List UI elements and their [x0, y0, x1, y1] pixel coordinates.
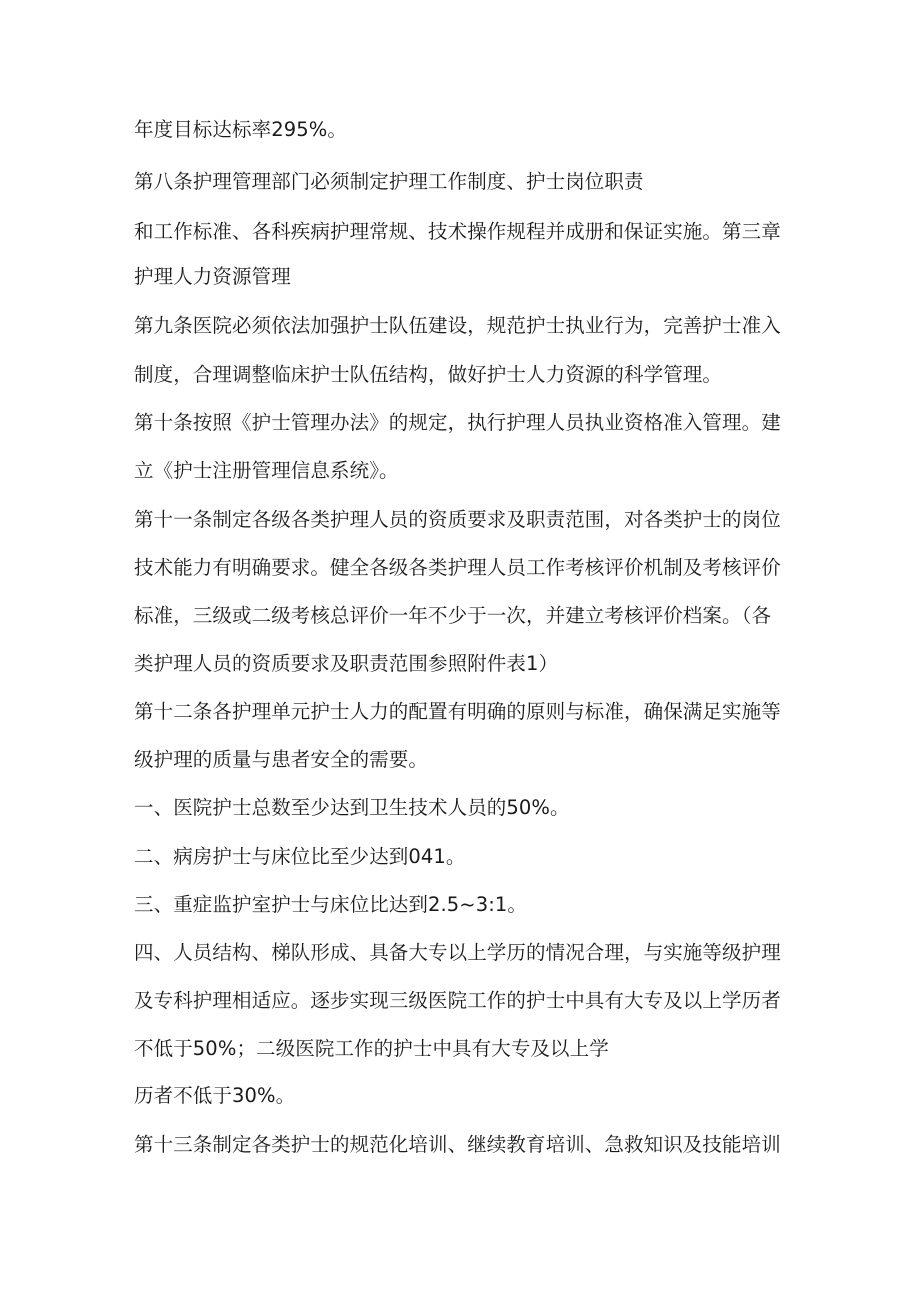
- text-line: 及专科护理相适应。逐步实现三级医院工作的护士中具有大专及以上学历者: [134, 989, 781, 1012]
- text-line: 年度目标达标率295%。: [134, 118, 347, 141]
- text-line: 标准，三级或二级考核总评价一年不少于一次，并建立考核评价档案。（各: [134, 604, 772, 627]
- text-line: 不低于50%；二级医院工作的护士中具有大专及以上学: [134, 1037, 609, 1060]
- text-line: 历者不低于30%。: [134, 1084, 296, 1107]
- text-line: 技术能力有明确要求。健全各级各类护理人员工作考核评价机制及考核评价: [134, 556, 781, 579]
- text-line: 级护理的质量与患者安全的需要。: [134, 748, 429, 771]
- text-line: 第十三条制定各类护士的规范化培训、继续教育培训、急救知识及技能培训: [134, 1133, 781, 1156]
- text-line: 第十条按照《护士管理办法》的规定，执行护理人员执业资格准入管理。建: [134, 411, 781, 434]
- text-line: 第十一条制定各级各类护理人员的资质要求及职责范围，对各类护士的岗位: [134, 508, 781, 531]
- text-line: 制度，合理调整临床护士队伍结构，做好护士人力资源的科学管理。: [134, 363, 723, 386]
- text-line: 一、医院护士总数至少达到卫生技术人员的50%。: [134, 796, 570, 819]
- text-line: 三、重症监护室护士与床位比达到2.5~3:1。: [134, 893, 528, 916]
- text-line: 立《护士注册管理信息系统》。: [134, 459, 399, 482]
- text-line: 四、人员结构、梯队形成、具备大专以上学历的情况合理，与实施等级护理: [134, 941, 781, 964]
- text-line: 类护理人员的资质要求及职责范围参照附件表1）: [134, 652, 559, 675]
- text-line: 护理人力资源管理: [134, 265, 291, 288]
- text-line: 第十二条各护理单元护士人力的配置有明确的原则与标准，确保满足实施等: [134, 700, 781, 723]
- text-line: 第九条医院必须依法加强护士队伍建设，规范护士执业行为，完善护士准入: [134, 314, 781, 337]
- text-line: 二、病房护士与床位比至少达到041。: [134, 845, 466, 868]
- text-line: 第八条护理管理部门必须制定护理工作制度、护士岗位职责: [134, 170, 644, 193]
- text-line: 和工作标准、各科疾病护理常规、技术操作规程并成册和保证实施。第三章: [134, 220, 781, 243]
